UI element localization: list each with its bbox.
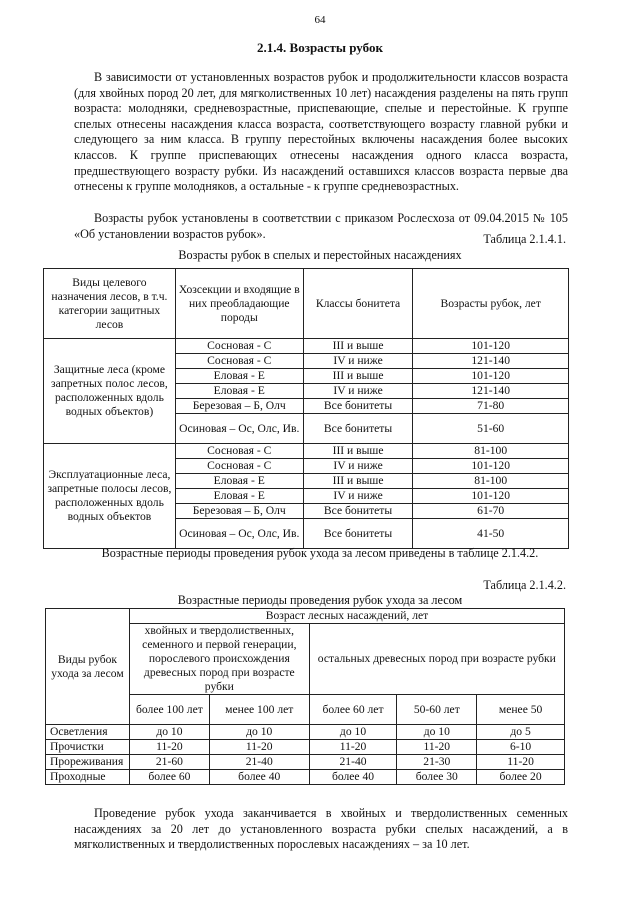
table-cell: 101-120 (413, 459, 569, 474)
table-cell: до 10 (397, 725, 477, 740)
section-heading: 2.1.4. Возрасты рубок (257, 40, 383, 55)
table-row (46, 725, 565, 740)
table-cell: 21-60 (129, 755, 209, 770)
table-cell: Сосновая - С (175, 459, 303, 474)
table-cell: Сосновая - С (175, 339, 303, 354)
cutting-ages-table (43, 268, 569, 549)
table-cell: более 40 (309, 770, 397, 785)
header-cell: Виды целевого назначения лесов, в т.ч. категории защитных лесов (44, 269, 176, 339)
group-name-cell: Эксплуатационные леса, запретные полосы лесов, расположенных вдоль водных объектов (44, 444, 176, 549)
table-header-row (44, 269, 569, 339)
table-cell: IV и ниже (303, 384, 413, 399)
table-cell: до 10 (309, 725, 397, 740)
table-cell: Березовая – Б, Олч (175, 504, 303, 519)
table2-number: Таблица 2.1.4.2. (483, 578, 566, 592)
table-cell: 81-100 (413, 444, 569, 459)
header-cell: Возраст лесных насаждений, лет (129, 609, 564, 624)
order-paragraph-text: Возрасты рубок установлены в соответствии с приказом Рослесхоза от 09.04.2015 № 105 «Об установлении возрастов рубок». (74, 211, 568, 241)
subheader-cell: менее 100 лет (209, 695, 309, 725)
table-cell: III и выше (303, 444, 413, 459)
table-cell: Еловая - Е (175, 369, 303, 384)
header-cell: Виды рубок ухода за лесом (46, 609, 130, 725)
subheader-cell: менее 50 (477, 695, 565, 725)
table-cell: более 20 (477, 770, 565, 785)
table-cell: 11-20 (397, 740, 477, 755)
table-cell: Еловая - Е (175, 384, 303, 399)
table-cell: 51-60 (413, 414, 569, 444)
table-cell: 71-80 (413, 399, 569, 414)
table-cell: Березовая – Б, Олч (175, 399, 303, 414)
row-label-cell: Прочистки (46, 740, 130, 755)
table-cell: более 60 (129, 770, 209, 785)
table-cell: Еловая - Е (175, 474, 303, 489)
table-cell: Все бонитеты (303, 504, 413, 519)
table-cell: Осиновая – Ос, Олс, Ив. (175, 414, 303, 444)
table-cell: 81-100 (413, 474, 569, 489)
table-cell: Все бонитеты (303, 519, 413, 549)
table-cell: 41-50 (413, 519, 569, 549)
table-cell: более 40 (209, 770, 309, 785)
header-cell: Хозсекции и входящие в них преобладающие породы (175, 269, 303, 339)
table-cell: 101-120 (413, 489, 569, 504)
table-cell: 101-120 (413, 369, 569, 384)
table-cell: IV и ниже (303, 354, 413, 369)
thinning-periods-table (45, 608, 565, 785)
table-header-row (46, 609, 565, 624)
header-cell: Возрасты рубок, лет (413, 269, 569, 339)
table-cell: более 30 (397, 770, 477, 785)
table-cell: 11-20 (309, 740, 397, 755)
subheader-cell: более 100 лет (129, 695, 209, 725)
table2-caption: Возрастные периоды проведения рубок ухода за лесом (177, 593, 463, 607)
subheader-cell: более 60 лет (309, 695, 397, 725)
table-cell: IV и ниже (303, 489, 413, 504)
table-cell: Еловая - Е (175, 489, 303, 504)
table-cell: 21-40 (309, 755, 397, 770)
row-label-cell: Осветления (46, 725, 130, 740)
table-cell: III и выше (303, 339, 413, 354)
table-cell: 6-10 (477, 740, 565, 755)
table-cell: 11-20 (209, 740, 309, 755)
table-row (46, 740, 565, 755)
table-cell: Все бонитеты (303, 399, 413, 414)
table-cell: Все бонитеты (303, 414, 413, 444)
header-cell: хвойных и твердолиственных, семенного и первой генерации, порослевого происхождения древесных пород при возрасте рубки (129, 624, 309, 695)
page-number: 64 (314, 14, 326, 26)
table-cell: Сосновая - С (175, 444, 303, 459)
table-cell: 21-30 (397, 755, 477, 770)
table-cell: 11-20 (477, 755, 565, 770)
intro-paragraph (74, 70, 568, 195)
table-cell: Сосновая - С (175, 354, 303, 369)
subheader-cell: 50-60 лет (397, 695, 477, 725)
row-label-cell: Проходные (46, 770, 130, 785)
table-cell: 61-70 (413, 504, 569, 519)
table-cell: 121-140 (413, 354, 569, 369)
table-cell: III и выше (303, 474, 413, 489)
table-cell: 101-120 (413, 339, 569, 354)
table-cell: до 10 (129, 725, 209, 740)
table-cell: III и выше (303, 369, 413, 384)
table-row (46, 770, 565, 785)
table-reference-note: Возрастные периоды проведения рубок ухода за лесом приведены в таблице 2.1.4.2. (101, 546, 539, 560)
table1-caption: Возрасты рубок в спелых и перестойных насаждениях (178, 248, 462, 262)
closing-paragraph-text: Проведение рубок ухода заканчивается в хвойных и твердолиственных семенных насаждениях за 20 лет до установленного возраста рубки спелых насаждений, а в мягколиственных и твердолиственных порослевых насаждениях – за 10 лет. (74, 806, 568, 852)
table-row (44, 444, 569, 459)
table-cell: 21-40 (209, 755, 309, 770)
table-row (44, 339, 569, 354)
table-cell: Осиновая – Ос, Олс, Ив. (175, 519, 303, 549)
intro-paragraph-text: В зависимости от установленных возрастов рубок и продолжительности классов возраста (для хвойных пород 20 лет, для мягколиственных 10 лет) насаждения разделены на пять групп возраста: молодняки, средневозрастные, приспевающие, спелые и перестойные. К группе спелых отнесены насаждения класса возраста, соответствующего возрасту главной рубки и следующего за ним класса. В группу перестойных включены насаждения более высоких классов. К группе приспевающих отнесены насаждения одного класса возраста, предшествующего возрасту рубки. Из насаждений оставшихся классов возраста первые два отнесены к группе молодняков, а остальные - к группе средневозрастных. (74, 70, 568, 194)
table-cell: до 10 (209, 725, 309, 740)
group-name-cell: Защитные леса (кроме запретных полос лесов, расположенных вдоль водных объектов) (44, 339, 176, 444)
table-cell: 121-140 (413, 384, 569, 399)
closing-paragraph (74, 806, 568, 853)
table-cell: 11-20 (129, 740, 209, 755)
table1-number: Таблица 2.1.4.1. (483, 232, 566, 246)
header-cell: Классы бонитета (303, 269, 413, 339)
header-cell: остальных древесных пород при возрасте рубки (309, 624, 564, 695)
table-row (46, 755, 565, 770)
table-cell: IV и ниже (303, 459, 413, 474)
row-label-cell: Прореживания (46, 755, 130, 770)
table-cell: до 5 (477, 725, 565, 740)
